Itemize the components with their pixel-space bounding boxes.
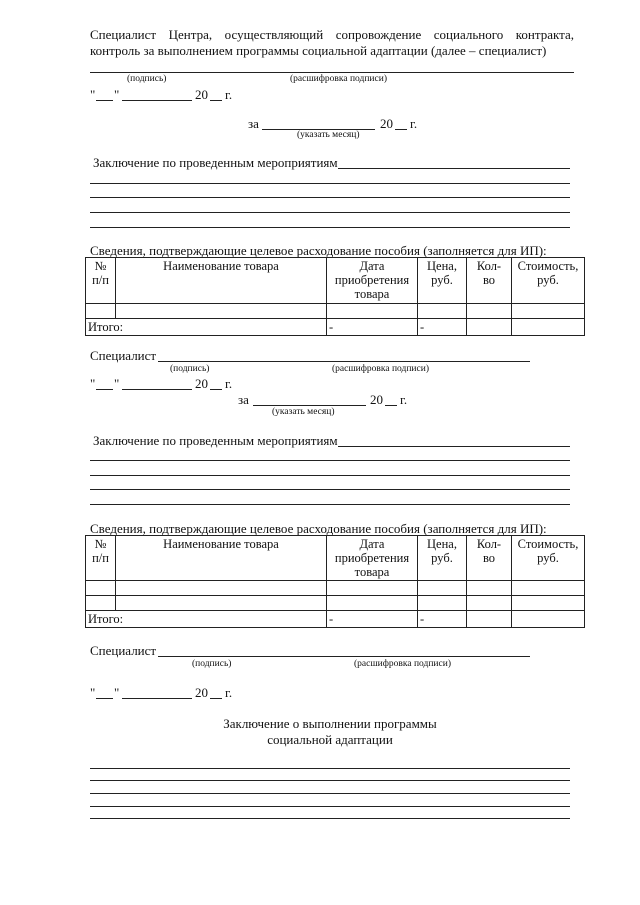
date-year-prefix-2: 20 [195,376,208,391]
for-label-1: за [248,116,259,131]
conclusion-line-1a[interactable] [90,183,570,184]
date-month-field-3[interactable] [122,698,192,699]
signature-decoding-caption-3: (расшифровка подписи) [354,659,451,669]
specify-month-caption-1: (указать месяц) [297,130,360,140]
header-line-2: контроль за выполнением программы социальной адаптации (далее – специалист) [90,43,547,58]
col-date-header: Дата приобретения товара [327,536,418,581]
signature-line-1[interactable] [90,72,574,73]
date-year-field-2[interactable] [210,389,222,390]
date-year-prefix-3: 20 [195,685,208,700]
date-year-suffix-3: г. [225,685,233,700]
signature-caption-2: (подпись) [170,364,210,374]
header-line-1: Специалист Центра, осуществляющий сопровождение социального контракта, [90,27,574,42]
col-price-header: Цена, руб. [418,258,467,304]
signature-decoding-caption-1: (расшифровка подписи) [290,74,387,84]
spending-table-2 [85,535,585,628]
spending-table-1 [85,257,585,336]
col-price-header: Цена, руб. [418,536,467,581]
final-line-1[interactable] [90,768,570,769]
col-date-header: Дата приобретения товара [327,258,418,304]
col-qty-header: Кол- во [467,258,512,304]
col-name-header: Наименование товара [116,258,327,304]
col-cost-header: Стоимость, руб. [512,258,585,304]
col-cost-header: Стоимость, руб. [512,536,585,581]
date-month-field-2[interactable] [122,389,192,390]
conclusion-line-1c[interactable] [90,212,570,213]
conclusion-line-2b[interactable] [90,475,570,476]
spending-info-label-1: Сведения, подтверждающие целевое расходование пособия (заполняется для ИП): [90,243,547,258]
for-label-2: за [238,392,249,407]
final-line-2[interactable] [90,780,570,781]
total-price-dash: - [418,319,467,336]
spending-info-label-2: Сведения, подтверждающие целевое расходование пособия (заполняется для ИП): [90,521,547,536]
month-year-prefix-1: 20 [380,116,393,131]
total-label: Итого: [86,319,327,336]
date-close-quote-3: " [114,685,120,700]
table-total-row [86,611,585,628]
date-open-quote-1: " [90,87,96,102]
date-open-quote-2: " [90,376,96,391]
conclusion-line-1d[interactable] [90,227,570,228]
total-label: Итого: [86,611,327,628]
month-year-field-2[interactable] [385,405,397,406]
col-qty-header: Кол- во [467,536,512,581]
date-close-quote-2: " [114,376,120,391]
col-num-header: № п/п [86,258,116,304]
table-row[interactable] [86,596,585,611]
specialist-signature-field-1[interactable] [158,361,530,362]
date-open-quote-3: " [90,685,96,700]
total-date-dash: - [327,611,418,628]
month-year-prefix-2: 20 [370,392,383,407]
final-title-line-2: социальной адаптации [267,732,393,747]
date-close-quote-1: " [114,87,120,102]
conclusion-line-2a[interactable] [90,460,570,461]
final-title-line-1: Заключение о выполнении программы [223,716,437,731]
month-year-suffix-1: г. [410,116,418,131]
date-month-field-1[interactable] [122,100,192,101]
conclusion-line-1b[interactable] [90,197,570,198]
month-year-field-1[interactable] [395,129,407,130]
table-row[interactable] [86,581,585,596]
final-line-3[interactable] [90,793,570,794]
date-year-field-3[interactable] [210,698,222,699]
date-year-prefix-1: 20 [195,87,208,102]
month-year-suffix-2: г. [400,392,408,407]
final-line-5[interactable] [90,818,570,819]
signature-caption-3: (подпись) [192,659,232,669]
table-row[interactable] [86,304,585,319]
col-num-header: № п/п [86,536,116,581]
month-field-2[interactable] [253,405,366,406]
signature-decoding-caption-2: (расшифровка подписи) [332,364,429,374]
conclusion-label-2: Заключение по проведенным мероприятиям [93,433,338,448]
specialist-label-2: Специалист [90,643,157,658]
date-year-suffix-1: г. [225,87,233,102]
conclusion-label-1: Заключение по проведенным мероприятиям [93,155,338,170]
signature-caption-1: (подпись) [127,74,167,84]
conclusion-field-2[interactable] [338,446,570,447]
conclusion-line-2c[interactable] [90,489,570,490]
date-day-field-1[interactable] [96,100,113,101]
date-year-suffix-2: г. [225,376,233,391]
final-line-4[interactable] [90,806,570,807]
specialist-label-1: Специалист [90,348,157,363]
conclusion-line-2d[interactable] [90,504,570,505]
specialist-signature-field-2[interactable] [158,656,530,657]
date-day-field-3[interactable] [96,698,113,699]
total-date-dash: - [327,319,418,336]
total-price-dash: - [418,611,467,628]
date-day-field-2[interactable] [96,389,113,390]
date-year-field-1[interactable] [210,100,222,101]
table-total-row [86,319,585,336]
specify-month-caption-2: (указать месяц) [272,407,335,417]
col-name-header: Наименование товара [116,536,327,581]
conclusion-field-1[interactable] [338,168,570,169]
